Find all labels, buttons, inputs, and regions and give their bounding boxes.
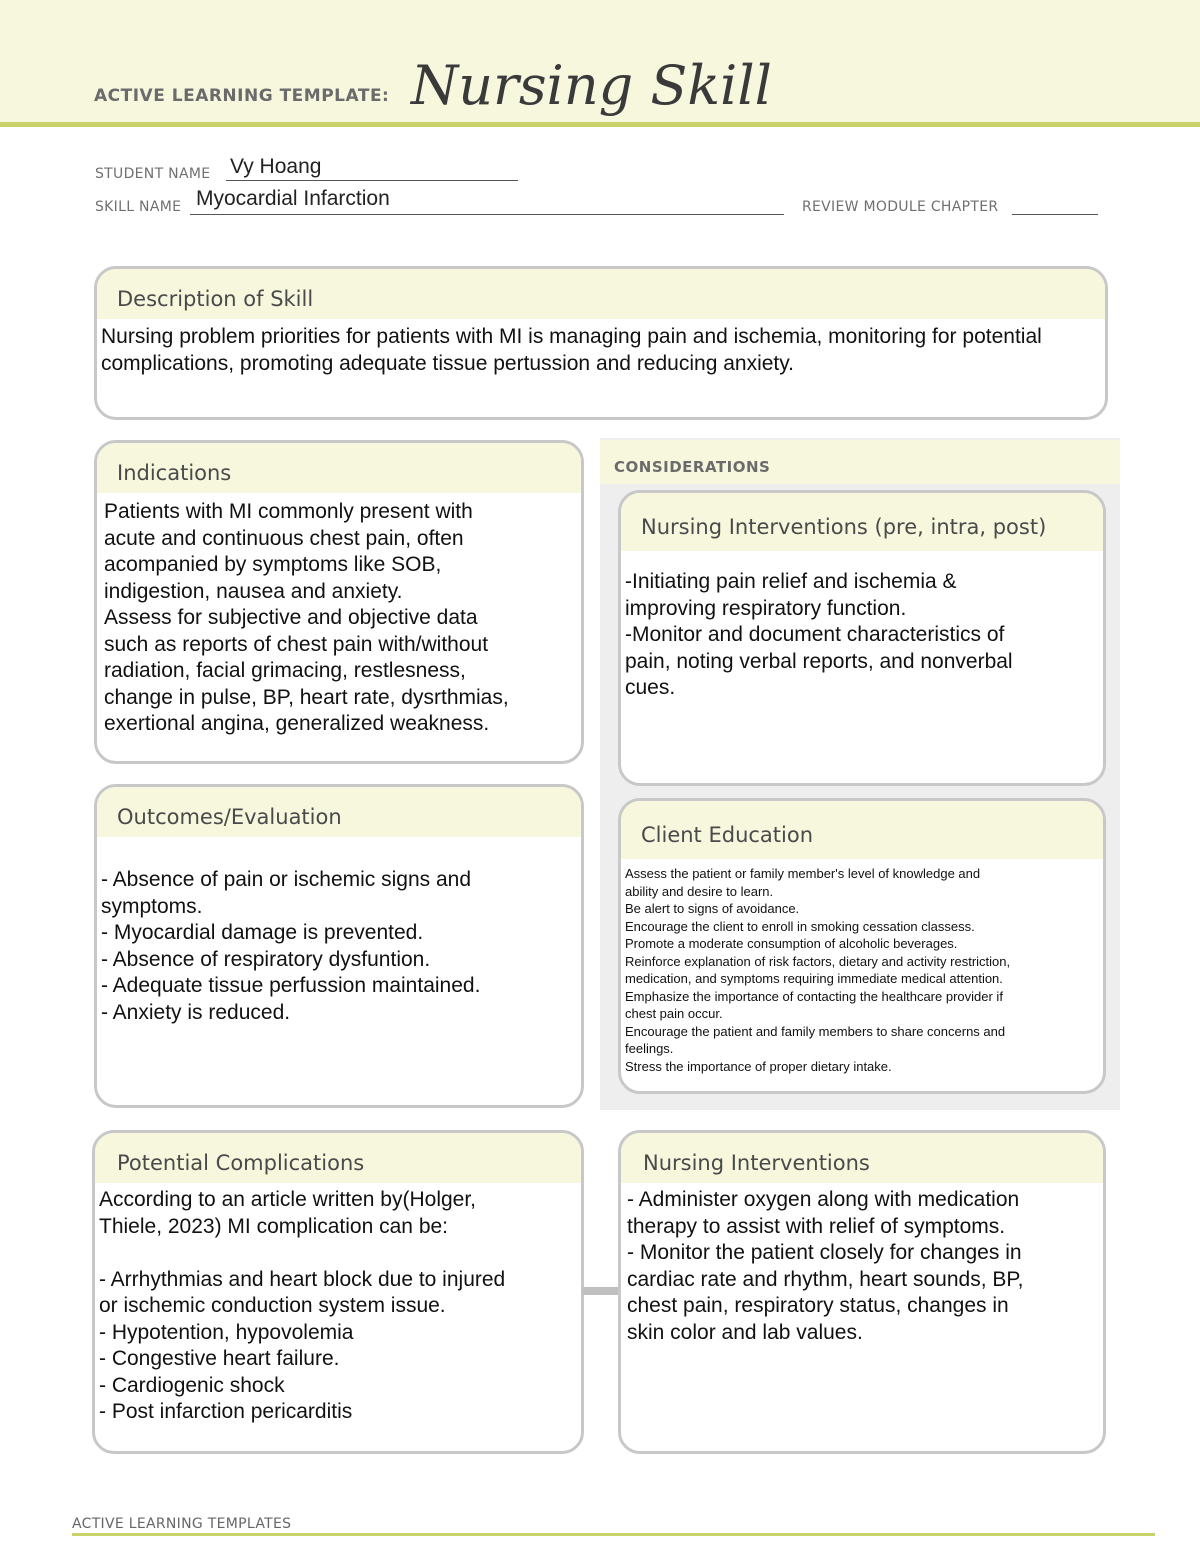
- nursing-interventions-pip-body[interactable]: -Initiating pain relief and ischemia & improving respiratory function. -Monitor and document characteristics of pain, noting verbal reports, and nonverbal cues.: [625, 570, 1013, 699]
- indications-body[interactable]: Patients with MI commonly present with acute and continuous chest pain, often acompanied by symptoms like SOB, indigestion, nausea and anxiety. Assess for subjective and objective data such as reports of chest pain with/without radiation, facial grimacing, restlesness, change in pulse, BP, heart rate, dysrthmias, exertional angina, generalized weakness.: [104, 500, 509, 735]
- nursing-interventions-pip-title: Nursing Interventions (pre, intra, post): [621, 493, 1103, 551]
- potential-complications-title: Potential Complications: [95, 1133, 581, 1183]
- outcomes-box: [94, 784, 584, 1108]
- considerations-label: CONSIDERATIONS: [614, 458, 771, 476]
- skill-name-label: SKILL NAME: [95, 199, 182, 215]
- student-name-value[interactable]: Vy Hoang: [230, 155, 322, 178]
- header-rule: [0, 122, 1200, 127]
- footer-rule: [72, 1533, 1155, 1536]
- potential-complications-box: [92, 1130, 584, 1454]
- box-connector: [582, 1287, 622, 1295]
- nursing-interventions-pip-box: [618, 490, 1106, 786]
- client-education-box: [618, 798, 1106, 1094]
- description-box: [94, 266, 1108, 420]
- client-education-title: Client Education: [621, 801, 1103, 859]
- template-title: Nursing Skill: [411, 54, 772, 117]
- outcomes-title: Outcomes/Evaluation: [97, 787, 581, 837]
- description-body[interactable]: Nursing problem priorities for patients with MI is managing pain and ischemia, monitoring for potential complications, promoting adequate tissue pertussion and reducing anxiety.: [101, 325, 1042, 375]
- indications-title: Indications: [97, 443, 581, 493]
- footer-label: ACTIVE LEARNING TEMPLATES: [72, 1516, 292, 1532]
- template-label: ACTIVE LEARNING TEMPLATE:: [94, 86, 390, 106]
- client-education-body[interactable]: Assess the patient or family member's level of knowledge and ability and desire to learn. Be alert to signs of avoidance. Encourage the client to enroll in smoking cessation classess. Promote a moderate consumption of alcoholic beverages. Reinforce explanation of risk factors, dietary and activity restriction, medication, and symptoms requiring immediate medical attention. Emphasize the importance of contacting the healthcare provider if chest pain occur. Encourage the patient and family members to share concerns and feelings. Stress the importance of proper dietary intake.: [625, 866, 1011, 1074]
- description-title: Description of Skill: [97, 269, 1105, 319]
- indications-box: [94, 440, 584, 764]
- skill-name-value[interactable]: Myocardial Infarction: [196, 187, 390, 210]
- nursing-interventions-box: [618, 1130, 1106, 1454]
- outcomes-body[interactable]: - Absence of pain or ischemic signs and symptoms. - Myocardial damage is prevented. - Absence of respiratory dysfuntion. - Adequate tissue perfussion maintained. - Anxiety is reduced.: [101, 868, 481, 1024]
- potential-complications-body[interactable]: According to an article written by(Holger, Thiele, 2023) MI complication can be: - Arrhythmias and heart block due to injured or ischemic conduction system issue. - Hypotention, hypovolemia - Congestive heart failure. - Cardiogenic shock - Post infarction pericarditis: [99, 1188, 506, 1423]
- nursing-interventions-title: Nursing Interventions: [621, 1133, 1103, 1183]
- student-name-label: STUDENT NAME: [95, 166, 211, 182]
- nursing-interventions-body[interactable]: - Administer oxygen along with medication therapy to assist with relief of symptoms. - Monitor the patient closely for changes in cardiac rate and rhythm, heart sounds, BP, chest pain, respiratory status, changes in skin color and lab values.: [627, 1188, 1024, 1344]
- review-module-line[interactable]: [1012, 198, 1098, 215]
- review-module-label: REVIEW MODULE CHAPTER: [802, 199, 999, 215]
